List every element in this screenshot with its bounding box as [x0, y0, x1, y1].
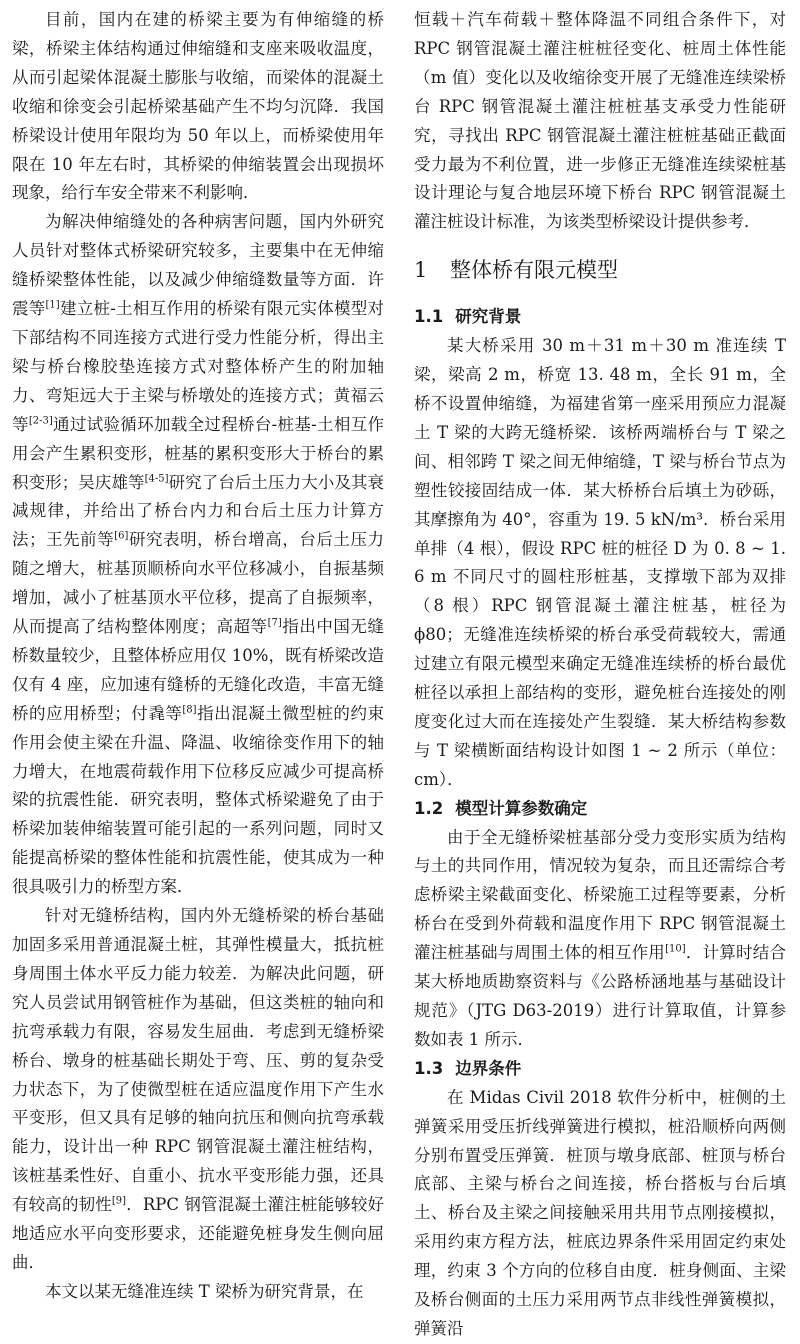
paragraph-bridge-description: 某大桥采用 30 m＋31 m＋30 m 准连续 T 梁，梁高 2 m，桥宽 13. 48 m，全长 91 m，全桥不设置伸缩缝，为福建省第一座采用预应力混凝土 T 梁的大跨无缝桥梁．该桥两端桥台与 T 梁之间、相邻跨 T 梁之间无伸缩缝，T 梁与桥台节点为塑性铰接固结成一体．某大桥桥台后填土为砂砾，其摩擦角为 40°，容重为 19. 5 kN/m³．桥台采用单排（4 根），假设 RPC 桩的桩径 D 为 0. 8 ~ 1. 6 m 不同尺寸的圆柱形桩基，支撑墩下部为双排（8 根）RPC 钢管混凝土灌注桩基，桩径为 ϕ80；无缝准连续桥梁的桥台承受荷载较大，需通过建立有限元模型来确定无缝准连续桥的桥台最优桩径以承担上部结构的变形，避免桩台连接处的刚度变化过大而在连接处产生裂缝．某大桥结构参数与 T 梁横断面结构设计如图 1 ~ 2 所示（单位：cm）． [414, 336, 786, 789]
subsection-number: 1.3 [414, 1058, 444, 1078]
text-run: ．计算时结合某大桥地质勘察资料与《公路桥涵地基与基础设计规范》（JTG D63-2019）进行计算取值，计算参数如表 1 所示． [414, 943, 787, 1049]
citation-1: [1] [45, 299, 60, 311]
subsection-title: 研究背景 [455, 307, 522, 327]
paragraph-research-background-start: 本文以某无缝准连续 T 梁桥为研究背景，在 [45, 1281, 364, 1301]
subsection-heading-1-1 [414, 303, 786, 332]
text-run: 研究了台后土压力大小及其衰减规律，并给出了桥台内力和台后土压力计算方法；王先前等 [12, 472, 385, 550]
text-run: 建立桩-土相互作用的桥梁有限元实体模型对下部结构不同连接方式进行受力性能分析，得出主梁与桥台橡胶垫连接方式对整体桥产生的附加轴力、弯矩远大于主梁与桥墩处的连接方式；黄福云等 [12, 299, 385, 434]
subsection-number: 1.2 [414, 798, 444, 818]
text-run: 为解决伸缩缝处的各种病害问题，国内外研究人员针对整体式桥梁研究较多，主要集中在无伸缩缝桥梁整体性能，以及减少伸缩缝数量等方面．许震等 [12, 212, 384, 319]
subsection-heading-1-2 [414, 795, 786, 824]
paragraph-boundary-conditions: 在 Midas Civil 2018 软件分析中，桩侧的土弹簧采用受压折线弹簧进行模拟，桩沿顺桥向两侧分别布置受压弹簧．桩顶与墩身底部、桩顶与桥台底部、主梁与桥台之间连接，桥台搭板与台后填土、桥台及主梁之间接触采用共用节点刚接模拟，采用约束方程方法，桩底边界条件采用固定约束处理，约束 3 个方向的位移自由度．桩身侧面、主梁及桥台侧面的土压力采用两节点非线性弹簧模拟，弹簧沿 [414, 1087, 786, 1338]
subsection-heading-1-3 [414, 1055, 786, 1084]
citation-7: [7] [267, 617, 282, 629]
text-run: 通过试验循环加载全过程桥台-桩基-土相互作用会产生累积变形，桩基的累积变形大于桥台的累积变形；吴庆雄等 [12, 414, 385, 492]
paragraph-research-background-cont: 恒载＋汽车荷载＋整体降温不同组合条件下，对 RPC 钢管混凝土灌注桩桩径变化、桩周土体性能（m 值）变化以及收缩徐变开展了无缝准连续梁桥台 RPC 钢管混凝土灌注桩桩基支承受力性能研究，寻找出 RPC 钢管混凝土灌注桩桩基础正截面受力最为不利位置，进一步修正无缝准连续梁桩基设计理论与复合地层环境下桥台 RPC 钢管混凝土灌注桩设计标准，为该类型桥梁设计提供参考． [414, 10, 786, 232]
text-run: 研究表明，桥台增高，台后土压力随之增大，桩基顶顺桥向水平位移减小，自振基频增加，减小了桩基顶水平位移，提高了自振频率，从而提高了结构整体刚度；高超等 [12, 530, 385, 637]
paragraph-literature-review [12, 208, 384, 902]
section-heading [414, 255, 786, 285]
subsection-number: 1.1 [414, 307, 444, 327]
left-column [12, 6, 384, 1307]
text-run: 指出中国无缝桥数量较少，且整体桥应用仅 10%，既有桥梁改造仅有 4 座，应加速有缝桥的无缝化改造，丰富无缝桥的应用桥型；付毳等 [12, 617, 385, 723]
right-column [414, 6, 786, 1344]
text-run: ．RPC 钢管混凝土灌注桩能够较好地适应水平向变形要求，还能避免桩身发生侧向屈曲． [12, 1195, 385, 1272]
citation-2-3: [2-3] [28, 415, 53, 427]
section-number: 1 [414, 258, 428, 283]
text-run: 指出混凝土微型桩的约束作用会使主梁在升温、降温、收缩徐变作用下的轴力增大，在地震荷载作用下位移反应减少可提高桥梁的抗震性能．研究表明，整体式桥梁避免了由于桥梁加装伸缩装置可能引起的一系列问题，同时又能提高桥梁的整体性能和抗震性能，使其成为一种很具吸引力的桥型方案． [12, 703, 385, 897]
text-run: 由于全无缝桥梁桩基部分受力变形实质为结构与土的共同作用，情况较为复杂，而且还需综合考虑桥梁主梁截面变化、桥梁施工过程等要素，分析桥台在受到外荷载和温度作用下 RPC 钢管混凝土灌注桩基础与周围土体的相互作用 [414, 827, 786, 963]
citation-8: [8] [182, 704, 197, 716]
citation-10: [10] [665, 943, 686, 955]
paragraph-current-status: 目前，国内在建的桥梁主要为有伸缩缝的桥梁，桥梁主体结构通过伸缩缝和支座来吸收温度，从而引起梁体混凝土膨胀与收缩，而梁体的混凝土收缩和徐变会引起桥梁基础产生不均匀沉降．我国桥梁设计使用年限均为 50 年以上，而桥梁使用年限在 10 年左右时，其桥梁的伸缩装置会出现损坏现象，给行车安全带来不利影响． [12, 10, 384, 203]
citation-4-5: [4-5] [144, 473, 169, 484]
section-title: 整体桥有限元模型 [450, 258, 618, 283]
citation-6: [6] [114, 530, 129, 542]
subsection-title: 边界条件 [455, 1058, 522, 1078]
paragraph-rpc-pile [12, 902, 384, 1278]
citation-9: [9] [111, 1195, 127, 1207]
paragraph-model-parameters [414, 824, 786, 1055]
subsection-title: 模型计算参数确定 [455, 798, 588, 818]
text-run: 针对无缝桥结构，国内外无缝桥梁的桥台基础加固多采用普通混凝土桩，其弹性模量大，抵抗桩身周围土体水平反力能力较差．为解决此问题，研究人员尝试用钢管桩作为基础，但这类桩的轴向和抗弯承载力有限，容易发生屈曲．考虑到无缝桥梁桥台、墩身的桩基础长期处于弯、压、剪的复杂受力状态下，为了使微型桩在适应温度作用下产生水平变形，但又具有足够的轴向抗压和侧向抗弯承载能力，设计出一种 RPC 钢管混凝土灌注桩结构，该桩基柔性好、自重小、抗水平变形能力强，还具有较高的韧性 [12, 906, 384, 1215]
